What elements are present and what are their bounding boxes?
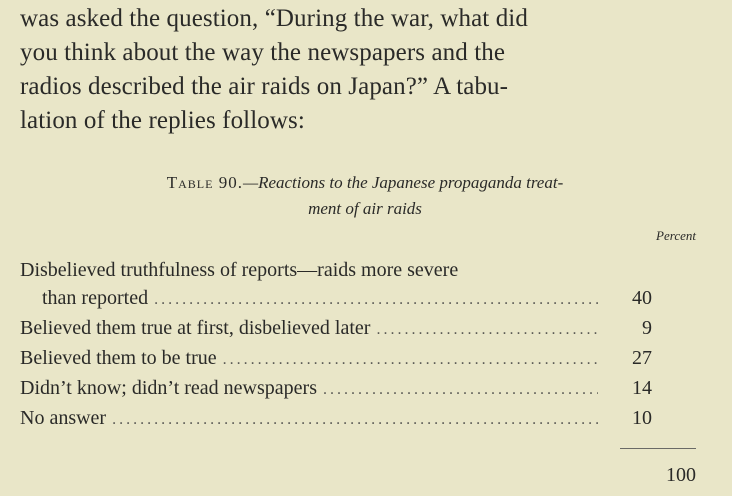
table-title-continued: ment of air raids (308, 199, 422, 218)
table-row (20, 343, 696, 373)
dot-leader (112, 405, 598, 435)
table-caption-line1 (20, 170, 710, 196)
row-value: 14 (632, 377, 652, 399)
row-value: 27 (632, 347, 652, 369)
table-row-label-first-line: Disbelieved truthfulness of reports—raids more severe (20, 259, 459, 281)
paragraph-line: lation of the replies follows: (20, 107, 305, 134)
dot-leader (323, 375, 598, 405)
row-value: 9 (642, 317, 652, 339)
table-number: Table 90. (166, 173, 243, 192)
paragraph-line: you think about the way the newspapers and the (20, 39, 506, 66)
row-value: 10 (632, 407, 652, 429)
dot-leader (154, 285, 598, 315)
paragraph-line: radios described the air raids on Japan?” A tabu- (20, 73, 509, 100)
table-caption (20, 170, 710, 222)
intro-paragraph (20, 2, 710, 138)
row-label: No answer (20, 407, 107, 429)
table-title: —Reactions to the Japanese propaganda treat- (242, 173, 564, 192)
row-label: Believed them true at first, disbelieved later (20, 317, 371, 339)
table-row (20, 283, 696, 313)
table-row (20, 403, 696, 433)
dot-leader (223, 345, 598, 375)
total-rule-divider (620, 448, 696, 449)
row-label: Believed them to be true (20, 347, 217, 369)
row-value: 40 (632, 287, 652, 309)
percent-column-header: Percent (656, 228, 696, 243)
table-row (20, 373, 696, 403)
paragraph-line: was asked the question, “During the war, what did (20, 5, 528, 32)
row-label: than reported (42, 287, 149, 309)
total-value: 100 (666, 464, 696, 486)
table-row (20, 313, 696, 343)
dot-leader (376, 315, 598, 345)
row-label: Didn’t know; didn’t read newspapers (20, 377, 317, 399)
